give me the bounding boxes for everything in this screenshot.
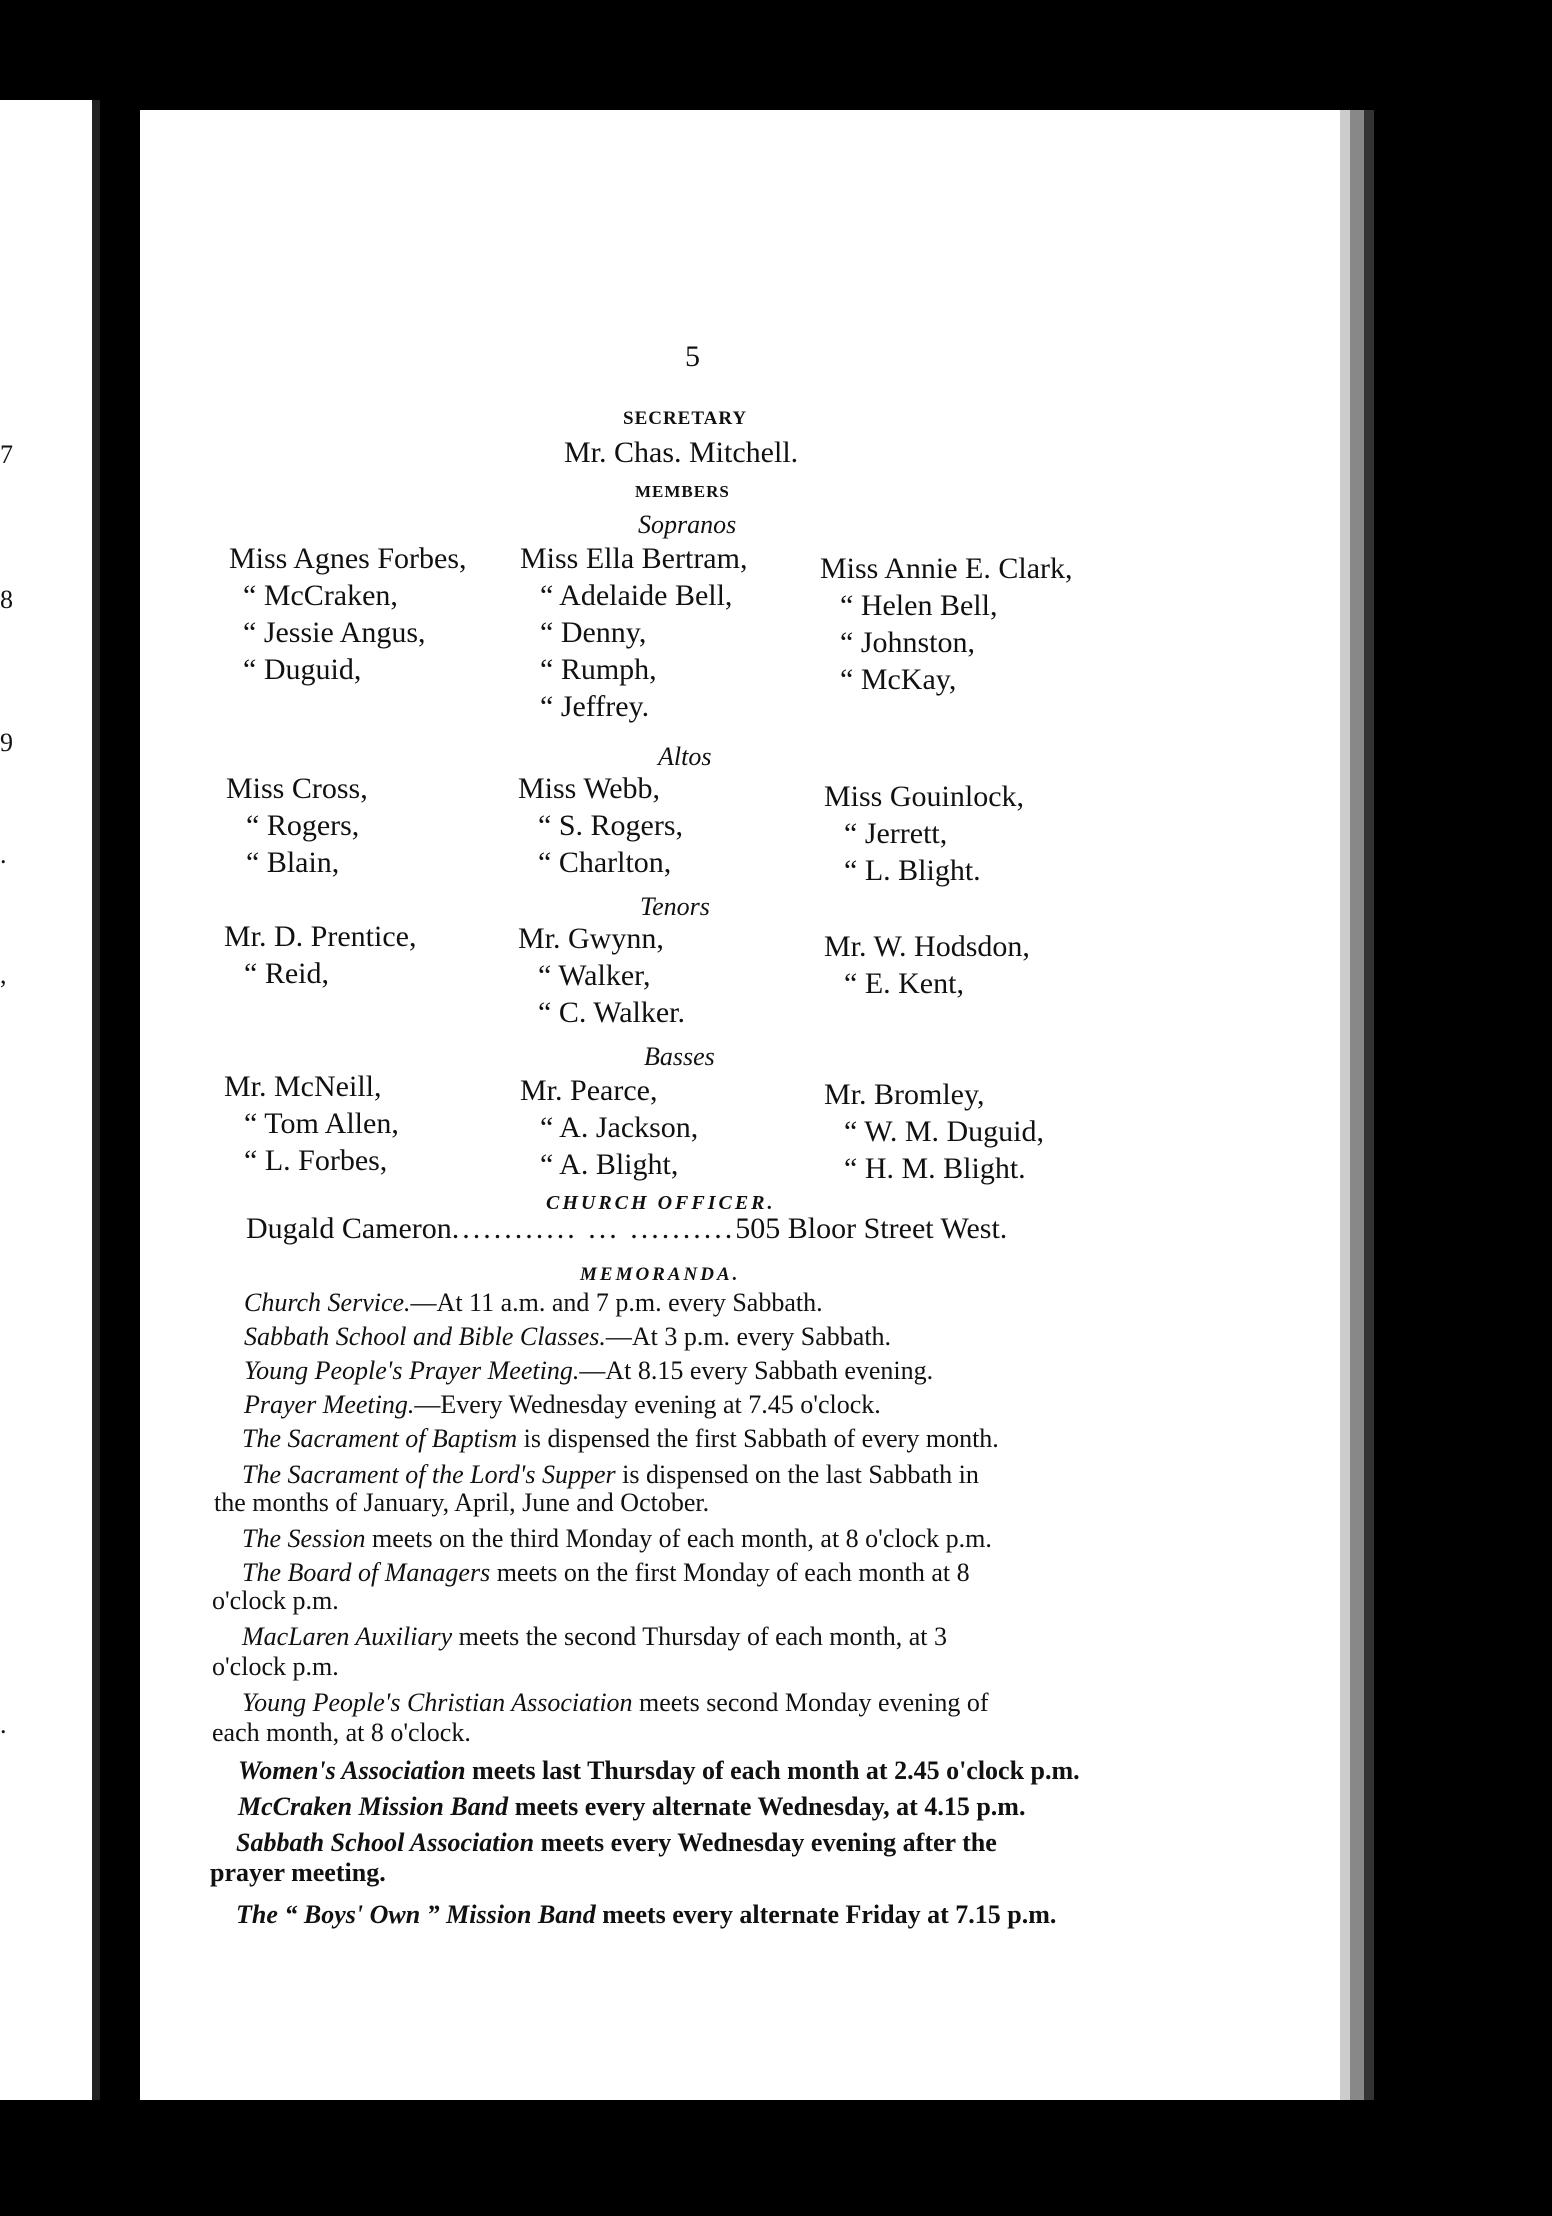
memo-text: meets the second Thursday of each month, at 3 xyxy=(452,1622,947,1651)
memo-lead: The “ Boys' Own ” Mission Band xyxy=(236,1900,596,1929)
altos-heading: Altos xyxy=(658,742,712,771)
member-name: Miss Ella Bertram, xyxy=(520,542,748,575)
memo-lead: Prayer Meeting. xyxy=(244,1390,415,1419)
member-name: “ E. Kent, xyxy=(844,967,964,1000)
memo-continuation: o'clock p.m. xyxy=(212,1652,339,1681)
memo-text: meets second Monday evening of xyxy=(632,1688,989,1717)
memo-item xyxy=(236,1828,997,1858)
memo-continuation: each month, at 8 o'clock. xyxy=(212,1718,471,1747)
member-name: Mr. Gwynn, xyxy=(518,922,664,955)
member-name: “ Helen Bell, xyxy=(840,589,998,622)
sopranos-heading: Sopranos xyxy=(638,510,737,539)
officer-address: 505 Bloor Street West. xyxy=(735,1212,1008,1245)
member-name: “ McCraken, xyxy=(243,579,398,612)
member-name: “ Jessie Angus, xyxy=(243,616,426,649)
memo-item xyxy=(242,1460,979,1490)
tenors-heading: Tenors xyxy=(640,892,710,921)
memo-item xyxy=(242,1558,970,1588)
member-name: “ Denny, xyxy=(540,616,647,649)
memo-lead: The Board of Managers xyxy=(242,1558,491,1587)
memo-text: —At 11 a.m. and 7 p.m. every Sabbath. xyxy=(410,1288,823,1317)
member-name: Miss Annie E. Clark, xyxy=(820,552,1073,585)
memo-item xyxy=(242,1424,999,1454)
church-officer-line xyxy=(246,1212,1007,1246)
memo-lead: The Sacrament of Baptism xyxy=(242,1424,518,1453)
memo-lead: Church Service. xyxy=(244,1288,411,1317)
member-name: “ Adelaide Bell, xyxy=(540,579,733,612)
memo-text: meets on the third Monday of each month, at 8 o'clock p.m. xyxy=(365,1524,992,1553)
memo-lead: Women's Association xyxy=(238,1756,466,1785)
member-name: “ Jerrett, xyxy=(844,817,948,850)
basses-col2 xyxy=(520,1072,698,1183)
memo-item xyxy=(238,1756,1080,1786)
memo-lead: Sabbath School and Bible Classes. xyxy=(244,1322,606,1351)
memo-item xyxy=(242,1524,992,1554)
basses-col3 xyxy=(824,1076,1044,1187)
memo-text: —Every Wednesday evening at 7.45 o'clock. xyxy=(414,1390,881,1419)
memo-continuation: the months of January, April, June and October. xyxy=(214,1488,710,1517)
memo-lead: MacLaren Auxiliary xyxy=(242,1622,453,1651)
memo-text: meets every alternate Friday at 7.15 p.m. xyxy=(595,1900,1057,1929)
officer-name: Dugald Cameron xyxy=(246,1212,452,1245)
sopranos-col1 xyxy=(229,540,467,688)
memo-lead: Young People's Prayer Meeting. xyxy=(244,1356,580,1385)
member-name: Miss Cross, xyxy=(226,772,368,805)
member-name: “ A. Jackson, xyxy=(540,1111,699,1144)
memo-item xyxy=(242,1688,989,1718)
member-name: Mr. W. Hodsdon, xyxy=(824,930,1030,963)
altos-col2 xyxy=(518,770,683,881)
tenors-col3 xyxy=(824,928,1030,1002)
dot-leader: ............ ... .......... xyxy=(451,1212,736,1245)
member-name: “ L. Forbes, xyxy=(244,1144,388,1177)
margin-number: . xyxy=(0,1710,7,1739)
member-name: “ Johnston, xyxy=(840,626,975,659)
margin-number: , xyxy=(0,960,7,989)
member-name: “ Tom Allen, xyxy=(244,1107,399,1140)
member-name: Miss Webb, xyxy=(518,772,661,805)
member-name: Mr. D. Prentice, xyxy=(224,920,417,953)
church-officer-heading: CHURCH OFFICER. xyxy=(546,1192,776,1214)
memo-lead: Sabbath School Association xyxy=(236,1828,535,1857)
memo-lead: The Session xyxy=(242,1524,366,1553)
memo-lead: Young People's Christian Association xyxy=(242,1688,633,1717)
member-name: “ S. Rogers, xyxy=(538,809,683,842)
member-name: Miss Gouinlock, xyxy=(824,780,1025,813)
member-name: Miss Agnes Forbes, xyxy=(229,542,467,575)
member-name: “ C. Walker. xyxy=(538,996,685,1029)
member-name: “ McKay, xyxy=(840,663,957,696)
member-name: “ Reid, xyxy=(244,957,329,990)
members-heading: MEMBERS xyxy=(635,482,730,501)
member-name: “ W. M. Duguid, xyxy=(844,1115,1045,1148)
member-name: “ Rogers, xyxy=(246,809,360,842)
member-name: “ Blain, xyxy=(246,846,340,879)
margin-number: . xyxy=(0,840,7,869)
memo-item xyxy=(238,1792,1025,1822)
memo-text: —At 3 p.m. every Sabbath. xyxy=(605,1322,892,1351)
memo-text: is dispensed on the last Sabbath in xyxy=(615,1460,979,1489)
member-name: “ L. Blight. xyxy=(844,854,981,887)
member-name: “ Rumph, xyxy=(540,653,657,686)
memo-item xyxy=(244,1288,823,1318)
basses-col1 xyxy=(224,1068,399,1179)
memo-text: meets every alternate Wednesday, at 4.15 p.m. xyxy=(508,1792,1026,1821)
secretary-heading: SECRETARY xyxy=(623,408,748,429)
memo-item xyxy=(244,1390,881,1420)
basses-heading: Basses xyxy=(644,1042,715,1071)
member-name: “ Walker, xyxy=(538,959,651,992)
memo-text: is dispensed the first Sabbath of every month. xyxy=(517,1424,999,1453)
tenors-col2 xyxy=(518,920,685,1031)
member-name: “ Charlton, xyxy=(538,846,672,879)
member-name: Mr. Pearce, xyxy=(520,1074,658,1107)
memoranda-heading: MEMORANDA. xyxy=(580,1264,741,1285)
secretary-name: Mr. Chas. Mitchell. xyxy=(564,436,799,469)
memo-item xyxy=(236,1900,1056,1930)
member-name: “ H. M. Blight. xyxy=(844,1152,1026,1185)
member-name: “ A. Blight, xyxy=(540,1148,679,1181)
memo-lead: The Sacrament of the Lord's Supper xyxy=(242,1460,616,1489)
member-name: “ Duguid, xyxy=(243,653,362,686)
memo-text: meets every Wednesday evening after the xyxy=(534,1828,997,1857)
margin-number: 7 xyxy=(0,440,13,469)
tenors-col1 xyxy=(224,918,416,992)
memo-continuation: o'clock p.m. xyxy=(212,1586,339,1615)
memo-lead: McCraken Mission Band xyxy=(238,1792,509,1821)
sopranos-col2 xyxy=(520,540,747,725)
facing-page xyxy=(0,100,100,2100)
member-name: Mr. McNeill, xyxy=(224,1070,382,1103)
memo-text: meets on the first Monday of each month at 8 xyxy=(490,1558,970,1587)
sopranos-col3 xyxy=(820,550,1073,698)
member-name: Mr. Bromley, xyxy=(824,1078,985,1111)
page-number: 5 xyxy=(685,340,700,373)
memo-text: meets last Thursday of each month at 2.45 o'clock p.m. xyxy=(465,1756,1080,1785)
memo-item xyxy=(244,1356,933,1386)
altos-col3 xyxy=(824,778,1024,889)
memo-text: —At 8.15 every Sabbath evening. xyxy=(579,1356,934,1385)
margin-number: 8 xyxy=(0,585,13,614)
altos-col1 xyxy=(226,770,368,881)
memo-continuation: prayer meeting. xyxy=(210,1858,386,1887)
memo-item xyxy=(244,1322,891,1352)
memo-item xyxy=(242,1622,947,1652)
margin-number: 9 xyxy=(0,728,13,757)
page-gutter xyxy=(92,100,100,2100)
document-page xyxy=(140,110,1350,2100)
member-name: “ Jeffrey. xyxy=(540,690,650,723)
